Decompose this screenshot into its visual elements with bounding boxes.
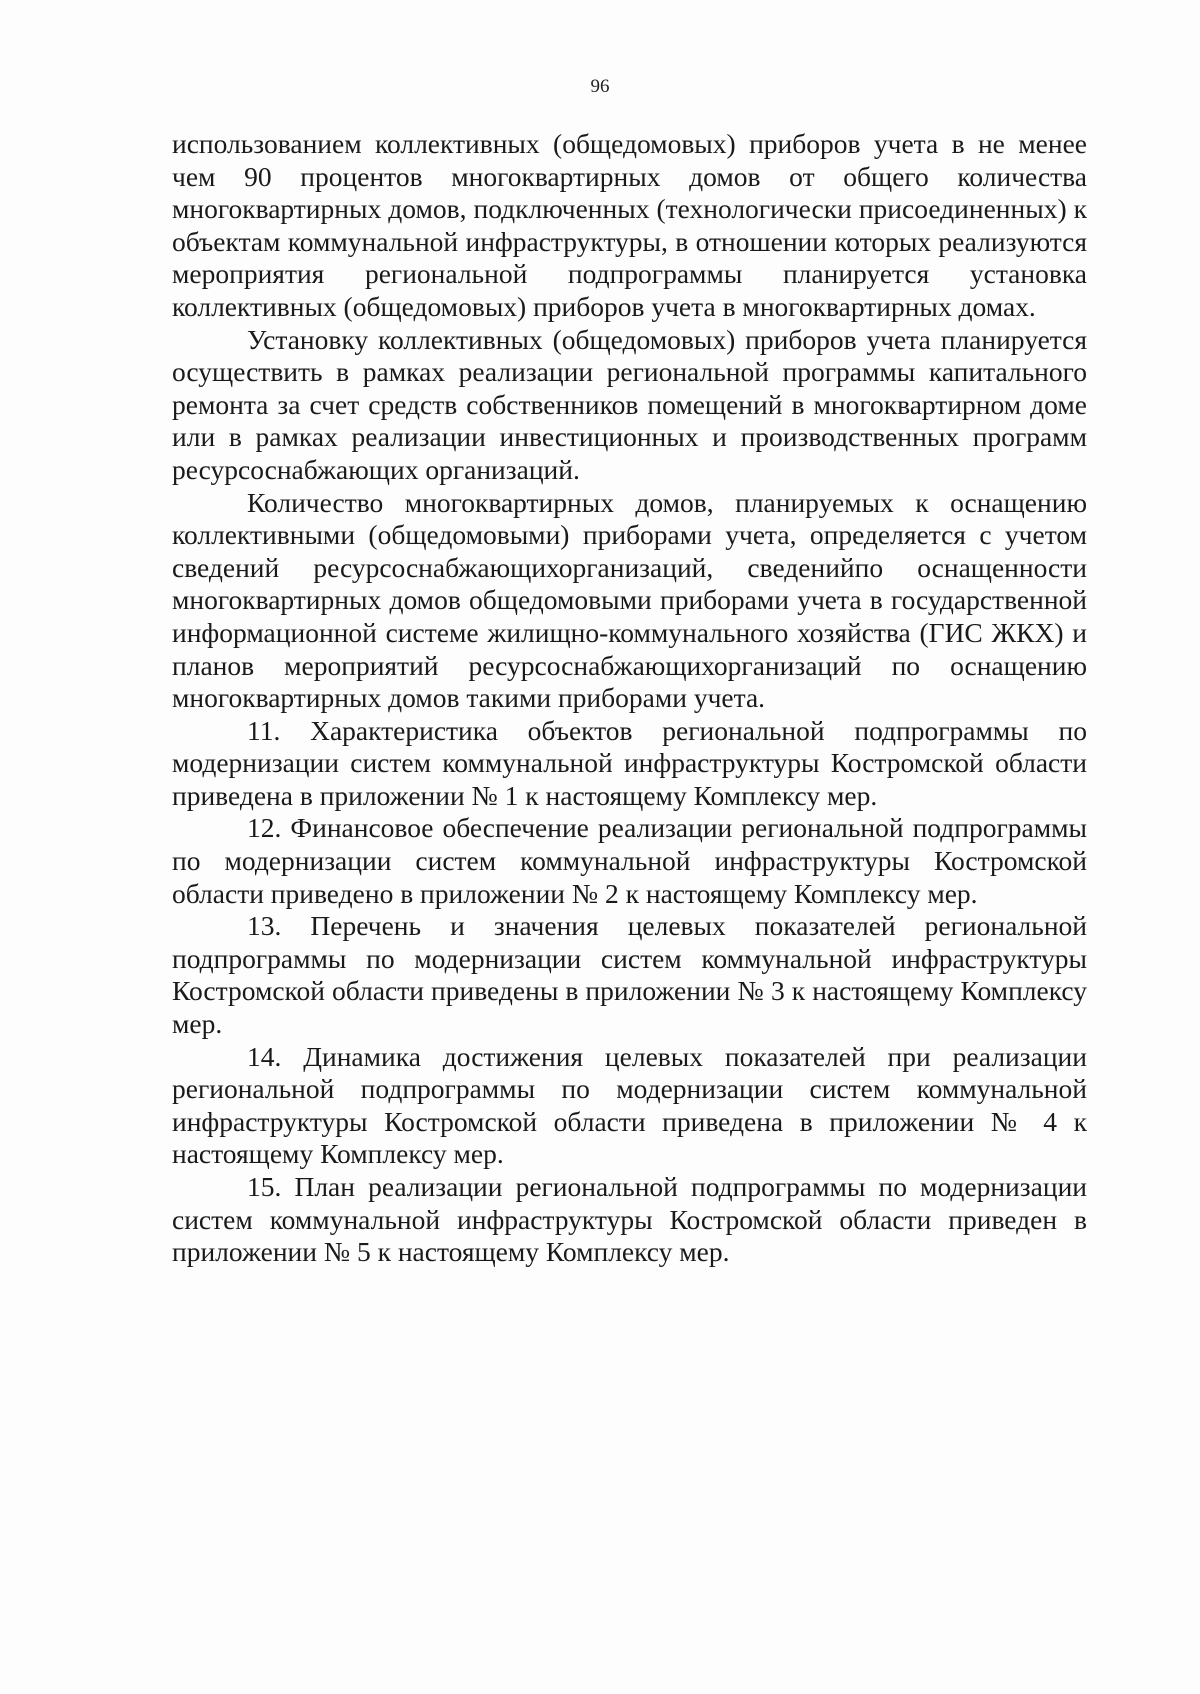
paragraph-item-14: 14. Динамика достижения целевых показателей при реализации региональной подпрограммы по модернизации систем коммунальной инфраструктуры Костромской области приведена в приложении № 4 к настоящему Комплексу мер. — [172, 1040, 1087, 1170]
paragraph-item-11: 11. Характеристика объектов региональной подпрограммы по модернизации систем коммунальной инфраструктуры Костромской области приведена в приложении № 1 к настоящему Комплексу мер. — [172, 714, 1087, 811]
page-number: 96 — [590, 76, 610, 97]
paragraph-continuation: использованием коллективных (общедомовых) приборов учета в не менее чем 90 процентов многоквартирных домов от общего количества многоквартирных домов, подключенных (технологически присоединенных) к объектам коммунальной инфраструктуры, в отношении которых реализуются мероприятия региональной подпрограммы планируется установка коллективных (общедомовых) приборов учета в многоквартирных домах. — [172, 128, 1087, 322]
document-body — [172, 128, 1087, 1269]
paragraph-item-12: 12. Финансовое обеспечение реализации региональной подпрограммы по модернизации систем коммунальной инфраструктуры Костромской области приведено в приложении № 2 к настоящему Комплексу мер. — [172, 812, 1087, 909]
paragraph-item-13: 13. Перечень и значения целевых показателей региональной подпрограммы по модернизации систем коммунальной инфраструктуры Костромской области приведены в приложении № 3 к настоящему Комплексу мер. — [172, 910, 1087, 1040]
paragraph-item-15: 15. План реализации региональной подпрограммы по модернизации систем коммунальной инфраструктуры Костромской области приведен в приложении № 5 к настоящему Комплексу мер. — [172, 1171, 1087, 1268]
paragraph-building-count: Количество многоквартирных домов, планируемых к оснащению коллективными (общедомовыми) приборами учета, определяется с учетом сведений ресурсоснабжающихорганизаций, сведенийпо оснащенности многоквартирных домов общедомовыми приборами учета в государственной информационной системе жилищно-коммунального хозяйства (ГИС ЖКХ) и планов мероприятий ресурсоснабжающихорганизаций по оснащению многоквартирных домов такими приборами учета. — [172, 486, 1087, 714]
paragraph-meter-installation: Установку коллективных (общедомовых) приборов учета планируется осуществить в рамках реализации региональной программы капитального ремонта за счет средств собственников помещений в многоквартирном доме или в рамках реализации инвестиционных и производственных программ ресурсоснабжающих организаций. — [172, 323, 1087, 485]
